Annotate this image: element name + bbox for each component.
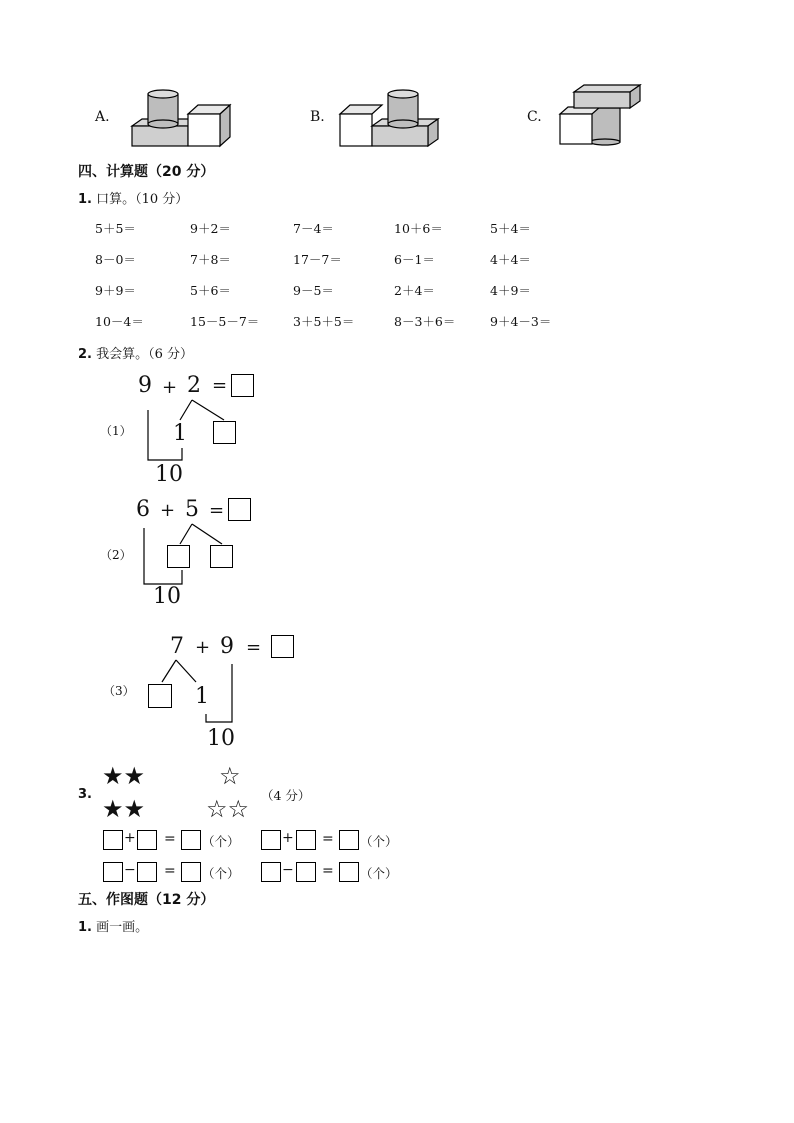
q3-plus: + xyxy=(124,830,136,846)
calc-item: 15－5－7＝ xyxy=(190,314,260,329)
q1-number: 1. xyxy=(78,192,92,207)
problem-3-addend-b: 9 xyxy=(220,634,234,659)
problem-1-ten: 10 xyxy=(155,462,183,487)
calc-item: 8－3＋6＝ xyxy=(394,314,456,329)
q3-unit: （个） xyxy=(202,834,240,849)
q2-title xyxy=(78,343,193,362)
q3-box[interactable] xyxy=(181,862,201,882)
problem-3-part: 1 xyxy=(195,684,209,709)
problem-2-part-box-right[interactable] xyxy=(210,545,233,568)
calc-item: 4＋9＝ xyxy=(490,283,531,298)
calc-item: 5＋4＝ xyxy=(490,221,531,236)
problem-3-part-box[interactable] xyxy=(148,684,172,708)
calc-item: 10－4＝ xyxy=(95,314,144,329)
q5-1-title xyxy=(78,916,148,935)
problem-3-plus: + xyxy=(195,637,211,658)
q2-label: 我会算。（6 分） xyxy=(96,347,194,362)
problem-2-label: （2） xyxy=(100,548,132,562)
problem-2-addend-b: 5 xyxy=(185,497,199,522)
q3-box[interactable] xyxy=(103,830,123,850)
problem-1-addend-a: 9 xyxy=(138,373,152,398)
calc-item: 9＋2＝ xyxy=(190,221,231,236)
problem-2-ten: 10 xyxy=(153,584,181,609)
q3-equals: = xyxy=(164,831,176,847)
option-a-label: A. xyxy=(95,109,110,125)
problem-3-label: （3） xyxy=(103,684,135,698)
black-star-icon: ★ xyxy=(102,762,124,790)
q3-plus: + xyxy=(282,830,294,846)
q3-box[interactable] xyxy=(261,830,281,850)
q2-number: 2. xyxy=(78,347,92,362)
black-star-icon: ★ xyxy=(123,762,146,790)
calc-item: 7－4＝ xyxy=(293,221,334,236)
problem-3-addend-a: 7 xyxy=(170,634,184,659)
q3-unit: （个） xyxy=(360,834,398,849)
q3-equals: = xyxy=(322,831,334,847)
option-c-figure xyxy=(556,84,646,148)
q1-title xyxy=(78,188,188,207)
section-5-title: 五、作图题（12 分） xyxy=(78,892,215,908)
option-c-label: C. xyxy=(527,109,542,125)
section-4-title: 四、计算题（20 分） xyxy=(78,164,215,180)
q3-minus: − xyxy=(282,862,294,878)
q3-box[interactable] xyxy=(103,862,123,882)
q3-equals: = xyxy=(164,863,176,879)
calc-item: 2＋4＝ xyxy=(394,283,435,298)
q3-unit: （个） xyxy=(360,866,398,881)
q3-box[interactable] xyxy=(296,862,316,882)
q3-box[interactable] xyxy=(261,862,281,882)
white-star-icon: ☆ xyxy=(219,762,241,790)
calc-item: 8－0＝ xyxy=(95,252,136,267)
q3-equals: = xyxy=(322,863,334,879)
problem-1-answer-box[interactable] xyxy=(231,374,254,397)
white-stars-row-2 xyxy=(206,797,249,821)
problem-1-decompose-lines xyxy=(140,398,260,468)
q3-score: （4 分） xyxy=(261,788,311,803)
calc-item: 6－1＝ xyxy=(394,252,435,267)
calc-item: 9＋4－3＝ xyxy=(490,314,552,329)
white-star-icon: ☆ xyxy=(206,795,228,823)
calc-item: 7＋8＝ xyxy=(190,252,231,267)
problem-2-decompose-lines xyxy=(140,522,260,588)
white-star-icon: ☆ xyxy=(227,795,250,823)
problem-1-equals: = xyxy=(212,375,228,396)
problem-1-plus: + xyxy=(162,377,178,398)
q3-unit: （个） xyxy=(202,866,240,881)
black-stars-row-2 xyxy=(102,797,145,821)
problem-3-ten: 10 xyxy=(207,726,235,751)
calc-item: 17－7＝ xyxy=(293,252,342,267)
calc-item: 4＋4＝ xyxy=(490,252,531,267)
q3-number: 3. xyxy=(78,787,92,802)
problem-1-part: 1 xyxy=(173,421,187,446)
q5-1-number: 1. xyxy=(78,920,92,935)
problem-1-label: （1） xyxy=(100,424,132,438)
calc-item: 9－5＝ xyxy=(293,283,334,298)
black-star-icon: ★ xyxy=(123,795,146,823)
problem-2-plus: + xyxy=(160,500,176,521)
problem-1-part-box[interactable] xyxy=(213,421,236,444)
option-b-figure xyxy=(336,86,444,148)
calc-item: 5＋6＝ xyxy=(190,283,231,298)
problem-2-addend-a: 6 xyxy=(136,497,150,522)
problem-3-equals: = xyxy=(246,637,262,658)
problem-2-part-box-left[interactable] xyxy=(167,545,190,568)
black-star-icon: ★ xyxy=(102,795,124,823)
q3-box[interactable] xyxy=(296,830,316,850)
q3-box[interactable] xyxy=(339,830,359,850)
q3-minus: − xyxy=(124,862,136,878)
option-b-label: B. xyxy=(310,109,325,125)
q1-label: 口算。（10 分） xyxy=(96,192,189,207)
problem-3-answer-box[interactable] xyxy=(271,635,294,658)
black-stars-row-1 xyxy=(102,764,145,788)
q3-box[interactable] xyxy=(137,862,157,882)
q3-box[interactable] xyxy=(339,862,359,882)
problem-2-equals: = xyxy=(209,500,225,521)
white-stars-row-1 xyxy=(219,764,241,788)
problem-1-addend-b: 2 xyxy=(187,373,201,398)
calc-item: 3＋5＋5＝ xyxy=(293,314,355,329)
q3-box[interactable] xyxy=(181,830,201,850)
calc-item: 5＋5＝ xyxy=(95,221,136,236)
calc-item: 10＋6＝ xyxy=(394,221,443,236)
option-a-figure xyxy=(128,86,236,148)
q3-box[interactable] xyxy=(137,830,157,850)
q5-1-label: 画一画。 xyxy=(96,920,149,935)
calc-item: 9＋9＝ xyxy=(95,283,136,298)
problem-2-answer-box[interactable] xyxy=(228,498,251,521)
